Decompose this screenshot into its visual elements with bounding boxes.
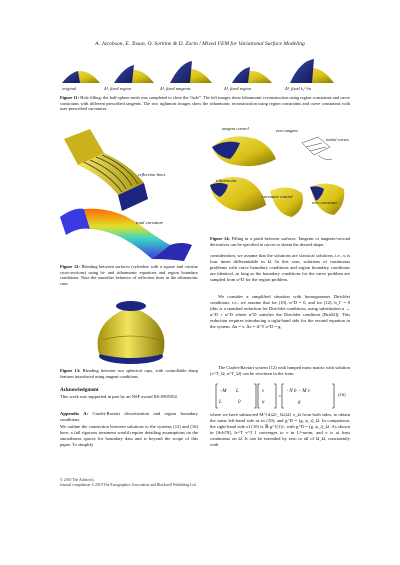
running-header: A. Jacobson, E. Tosun, O. Sorkine & D. Zorin / Mixed FEM for Variational Surface Modeling — [95, 41, 305, 47]
fig11-shape-original — [62, 71, 100, 83]
appendix-heading: Appendix A: Ciarlet-Raviart discretization and region boundary conditions. — [60, 411, 198, 422]
right-col-paragraph-3: The Ciarlet-Raviart system (12) with lumped mass matrix with solution (v^T_Ω, u^T_Ω) can be rewritten in the form — [210, 365, 350, 376]
svg-text:−N b − M v: −N b − M v — [286, 389, 310, 394]
footer-copyright: © 2010 The Author(s) — [60, 478, 94, 482]
svg-text:−M: −M — [219, 389, 227, 394]
right-col-paragraph-2: We consider a simplified situation with homogeneous Dirichlet conditions, i.e., we assume that for (10), u^D = 0, and for (12), b_Γ = 0 (this is a standard reduction for Dirichlet conditions, using substitution u → u^D + u^D where u^D satisfies the Dirichlet condition [Bra02]). This reduction requires introducing a right-hand side for the second equation in the system: Δu = v, Δv = Δ^T u^D = g. — [210, 294, 350, 329]
fig11-label-tri-curvature: Δ³, fixed k₁² ∂n — [285, 86, 311, 91]
right-col-paragraph-1: consideration, we assume that the solutions are classical solutions, i.e., u is four times differentiable in Ω. In this case, solutions of continuous problems with curve boundary conditions and region boundary conditions are identical, as long as the boundary conditions for the curve problem are sampled from u^D for the region problem. — [210, 253, 350, 282]
equation-16-number: (16) — [338, 392, 346, 397]
fig11-caption: Figure 11: Hole filling: the half-sphere mesh was completed to close the “hole”. The left images show biharmonic reconstruction using region constraints and curve constraints with different prescribed tangents. The two rightmost images show the triharmonic reconstruction using region constraints and curve constraints with user-prescribed curvatures. — [60, 95, 350, 112]
fig14-tangent-control-shape — [212, 136, 276, 166]
fig12-label-reflection: reflection lines — [138, 172, 166, 177]
fig11-label-original: original — [62, 86, 77, 91]
fig14-label-zero-tangent: zero tangent — [276, 128, 298, 133]
svg-text:L: L — [219, 400, 222, 405]
fig12-reflection-shape — [64, 129, 148, 211]
footer-journal: Journal compilation © 2010 The Eurographics Association and Blackwell Publishing Ltd. — [60, 483, 197, 487]
fig13-caption: Figure 13: Blending between two spherical caps, with controllable sharp features introduced using tangent conditions. — [60, 368, 198, 379]
fig12-caption: Figure 12: Blending between surfaces (cylinders with a square and circular cross-sections) using bi- and triharmonic equations and region boundary conditions. Note the smoother behavior of reflection lines in the triharmonic case. — [60, 264, 198, 286]
fig11-shape-bi-region — [114, 65, 154, 83]
fig14-curvature-control-shape — [270, 187, 303, 217]
svg-text:0: 0 — [238, 400, 241, 405]
fig13-blend-surface — [98, 308, 165, 358]
fig11-shape-bi-tangents — [170, 61, 212, 83]
fig14-label-tangent-control: tangent control — [222, 126, 249, 131]
fig11-shape-tri-curvature — [290, 59, 334, 83]
svg-text:=: = — [278, 395, 282, 400]
fig11-label-bi-tangents: Δ², fixed tangents — [160, 86, 191, 91]
fig12-label-curvature: total curvature — [136, 220, 164, 225]
right-col-paragraph-4: where we have subtracted M^{d,Ω}_{Ω,Ω} v_Ω from both sides, to obtain the same left-hand side as in (10), and g^D = (g, ψ_i)_Ω. In comparison, the right-hand side of (10) is ℝ g^{(1)}, with g^D = (g, ψ_i)_Ω. As shown in [Sch78], ‖v^T v^T ‖ converges to v in L²-norm, and v is at least continuous on Ω. It can be extended by zero to all of Ω_Ω, consistently with — [210, 412, 350, 447]
footer — [60, 478, 350, 488]
ack-heading: Acknowledgment — [60, 387, 99, 393]
fig11-shape-tri-region — [232, 67, 272, 83]
equation-16-matrix — [214, 382, 350, 410]
fig14-label-initial-curves: initial curves — [326, 137, 350, 142]
fig11-label-bi-region: Δ², fixed region — [104, 86, 132, 91]
svg-text:g: g — [298, 400, 301, 405]
svg-text:u: u — [262, 400, 265, 405]
fig13-top-cap — [116, 301, 146, 311]
svg-text:L: L — [236, 389, 239, 394]
fig12-curvature-shape — [60, 209, 192, 261]
fig14-caption: Figure 14: Filling in a patch between surfaces. Tangents or tangents+second derivatives can be specified at curves to obtain the desired shape. — [210, 236, 350, 247]
fig13-caps-render — [90, 296, 172, 366]
fig14-label-zero-curvature: zero curvature — [312, 200, 338, 205]
appendix-text: We outline the connection between solutions to the systems (12) and (10) here; a full rigorous treatment would require detailing assumptions on the smoothness spaces for boundary data and is beyond the scope of this paper. To simplify — [60, 424, 198, 447]
fig11-label-tri-region: Δ³, fixed region — [224, 86, 252, 91]
fig12-blending-render — [60, 125, 200, 263]
ack-text: This work was supported in part by an NSF award IIS-0905502. — [60, 394, 179, 399]
fig14-label-curvature-control: curvature control — [262, 194, 293, 199]
svg-text:v: v — [262, 389, 265, 394]
fig14-label-triharmonic: triharmonic — [216, 178, 237, 183]
